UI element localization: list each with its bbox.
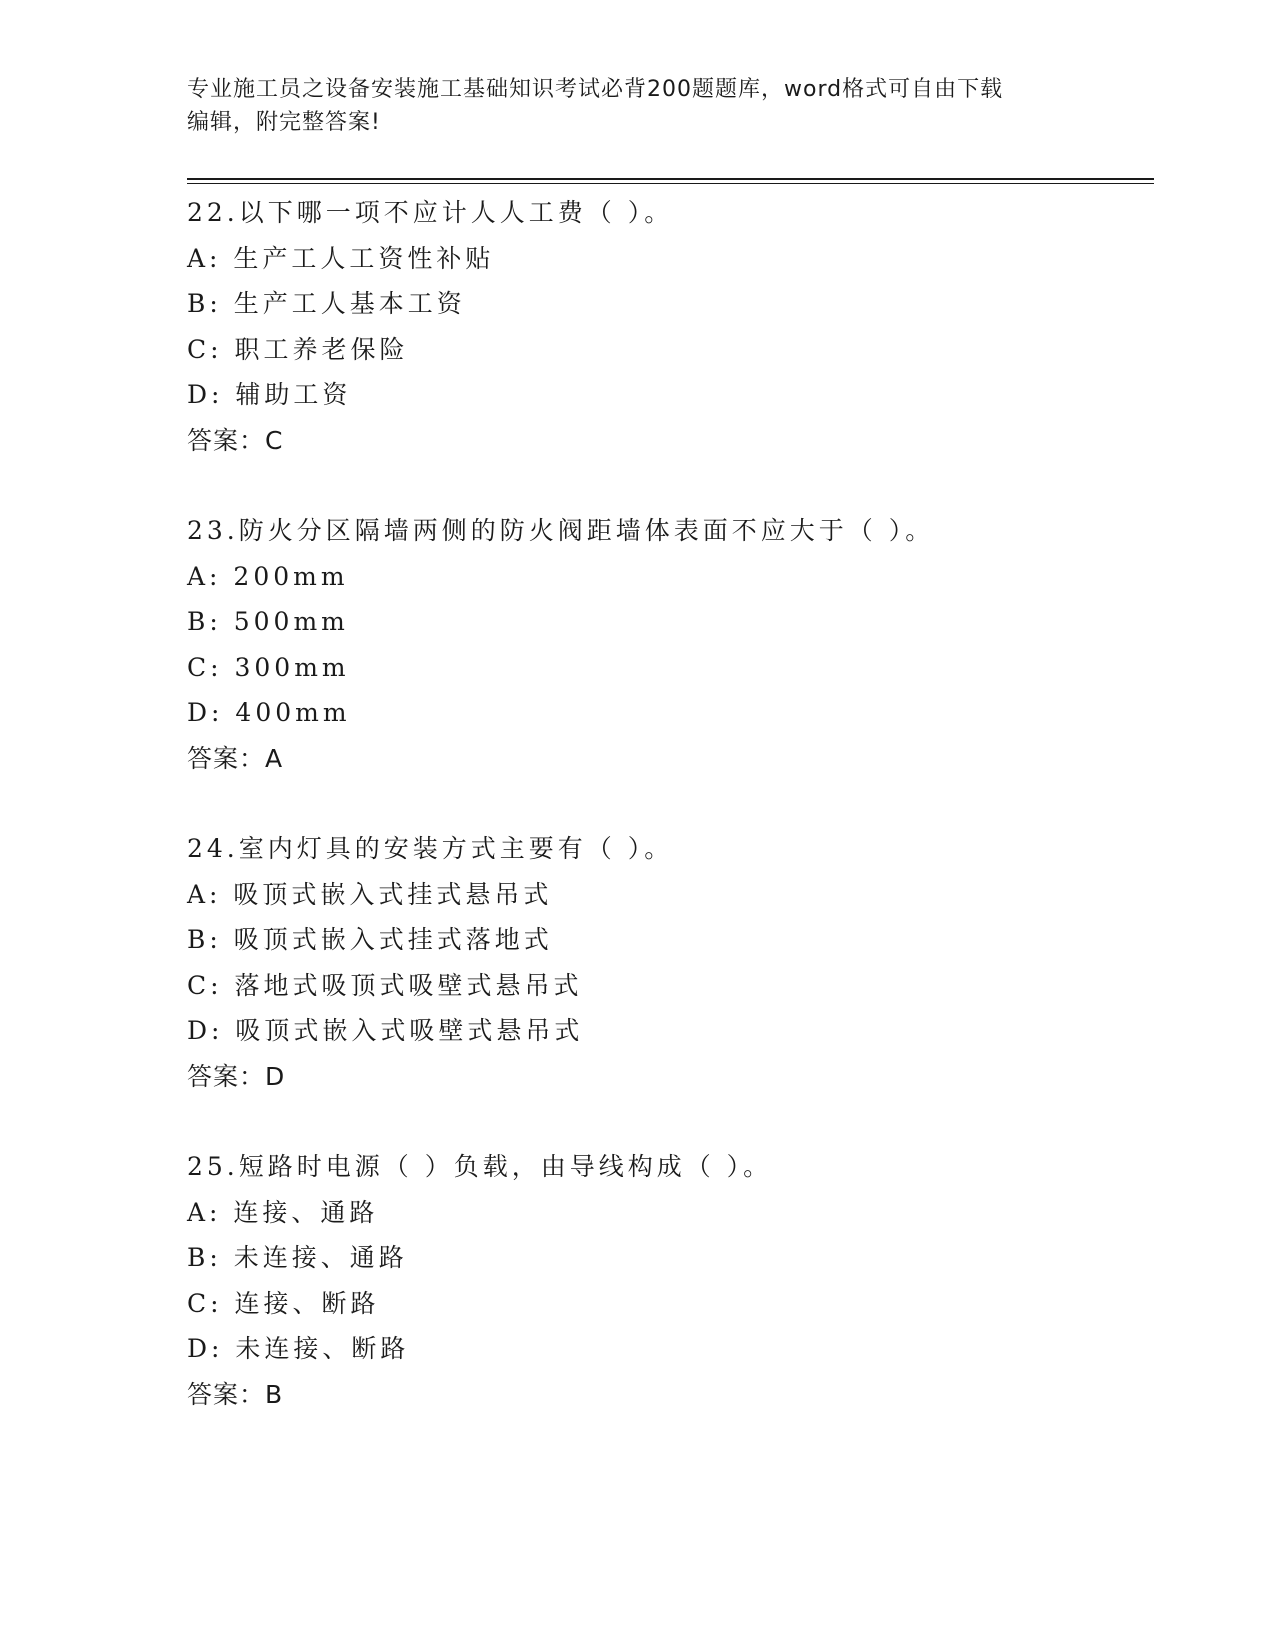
option-c: C: 连接、断路	[187, 1288, 380, 1318]
question-stem: 23.防火分区隔墙两侧的防火阀距墙体表面不应大于（ ）。	[187, 516, 935, 545]
option-d: D: 400mm	[187, 698, 351, 727]
option-d: D: 吸顶式嵌入式吸壁式悬吊式	[187, 1016, 584, 1045]
answer-line: 答案：D	[187, 1061, 286, 1091]
question-stem: 25.短路时电源（ ）负载，由导线构成（ ）。	[187, 1152, 773, 1181]
option-c: C: 落地式吸顶式吸壁式悬吊式	[187, 970, 583, 1000]
option-a: A: 吸顶式嵌入式挂式悬吊式	[187, 879, 553, 909]
option-a: A: 200mm	[187, 561, 349, 591]
option-c: C: 职工养老保险	[187, 334, 409, 364]
option-b: B: 生产工人基本工资	[187, 289, 466, 318]
option-b: B: 500mm	[187, 607, 349, 636]
answer-line: 答案：C	[187, 425, 284, 455]
option-a: A: 生产工人工资性补贴	[187, 243, 495, 273]
question-22	[187, 190, 1147, 463]
question-24	[187, 826, 1147, 1099]
option-c: C: 300mm	[187, 652, 350, 682]
option-d: D: 辅助工资	[187, 380, 352, 409]
answer-line: 答案：A	[187, 743, 284, 773]
header-divider-thick	[187, 178, 1154, 180]
option-b: B: 吸顶式嵌入式挂式落地式	[187, 925, 553, 954]
header-divider-thin	[187, 183, 1154, 184]
option-b: B: 未连接、通路	[187, 1243, 408, 1272]
question-list	[187, 190, 1147, 1462]
option-d: D: 未连接、断路	[187, 1334, 410, 1363]
option-a: A: 连接、通路	[187, 1197, 379, 1227]
question-stem: 22.以下哪一项不应计人人工费（ ）。	[187, 198, 674, 227]
header-title-line-2: 编辑，附完整答案!	[187, 110, 381, 135]
question-stem: 24.室内灯具的安装方式主要有（ ）。	[187, 834, 674, 863]
header-title-line-1: 专业施工员之设备安装施工基础知识考试必背200题题库，word格式可自由下载	[187, 77, 1004, 102]
document-header	[187, 73, 1067, 139]
answer-line: 答案：B	[187, 1379, 284, 1409]
question-23	[187, 508, 1147, 781]
question-25	[187, 1144, 1147, 1417]
